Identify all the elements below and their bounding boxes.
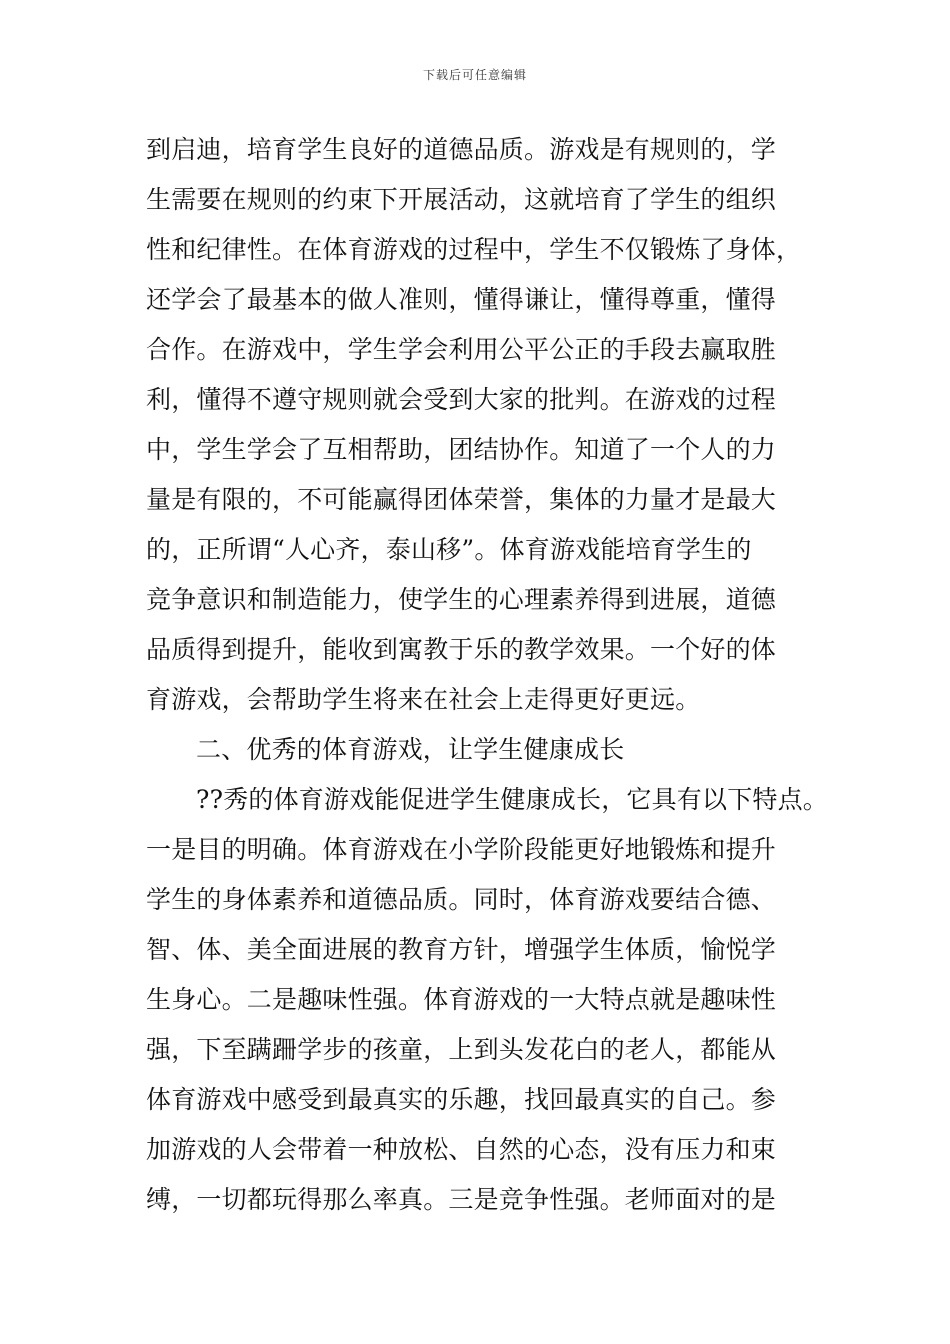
text-line: 量是有限的，不可能赢得团体荣誉，集体的力量才是最大 <box>146 485 777 514</box>
text-line: 利，懂得不遵守规则就会受到大家的批判。在游戏的过程 <box>146 385 777 414</box>
text-line: 生身心。二是趣味性强。体育游戏的一大特点就是趣味性 <box>146 985 777 1014</box>
text-line: 一是目的明确。体育游戏在小学阶段能更好地锻炼和提升 <box>146 835 777 864</box>
text-line: 竞争意识和制造能力，使学生的心理素养得到进展，道德 <box>146 585 777 614</box>
section-heading: 二、优秀的体育游戏，让学生健康成长 <box>196 735 625 764</box>
document-body <box>146 125 846 1225</box>
text-line: 加游戏的人会带着一种放松、自然的心态，没有压力和束 <box>146 1135 777 1164</box>
text-line: 还学会了最基本的做人准则，懂得谦让，懂得尊重，懂得 <box>146 285 777 314</box>
text-line: 强，下至蹒跚学步的孩童，上到头发花白的老人，都能从 <box>146 1035 777 1064</box>
text-line: 体育游戏中感受到最真实的乐趣，找回最真实的自己。参 <box>146 1085 777 1114</box>
text-line: 学生的身体素养和道德品质。同时，体育游戏要结合德、 <box>146 885 777 914</box>
text-line: 生需要在规则的约束下开展活动，这就培育了学生的组织 <box>146 185 777 214</box>
text-line: 缚，一切都玩得那么率真。三是竞争性强。老师面对的是 <box>146 1185 777 1214</box>
text-line: 育游戏，会帮助学生将来在社会上走得更好更远。 <box>146 685 701 714</box>
text-line: 性和纪律性。在体育游戏的过程中，学生不仅锻炼了身体， <box>146 235 802 264</box>
text-line: 的，正所谓“人心齐，泰山移”。体育游戏能培育学生的 <box>146 535 752 564</box>
text-line: 智、体、美全面进展的教育方针，增强学生体质，愉悦学 <box>146 935 777 964</box>
text-line: 到启迪，培育学生良好的道德品质。游戏是有规则的，学 <box>146 135 777 164</box>
text-line: 品质得到提升，能收到寓教于乐的教学效果。一个好的体 <box>146 635 777 664</box>
text-line: 中，学生学会了互相帮助，团结协作。知道了一个人的力 <box>146 435 777 464</box>
page-header-note: 下载后可任意编辑 <box>422 68 527 82</box>
paragraph-first-line: ??秀的体育游戏能促进学生健康成长，它具有以下特点。 <box>196 785 829 814</box>
text-line: 合作。在游戏中，学生学会利用公平公正的手段去赢取胜 <box>146 335 777 364</box>
